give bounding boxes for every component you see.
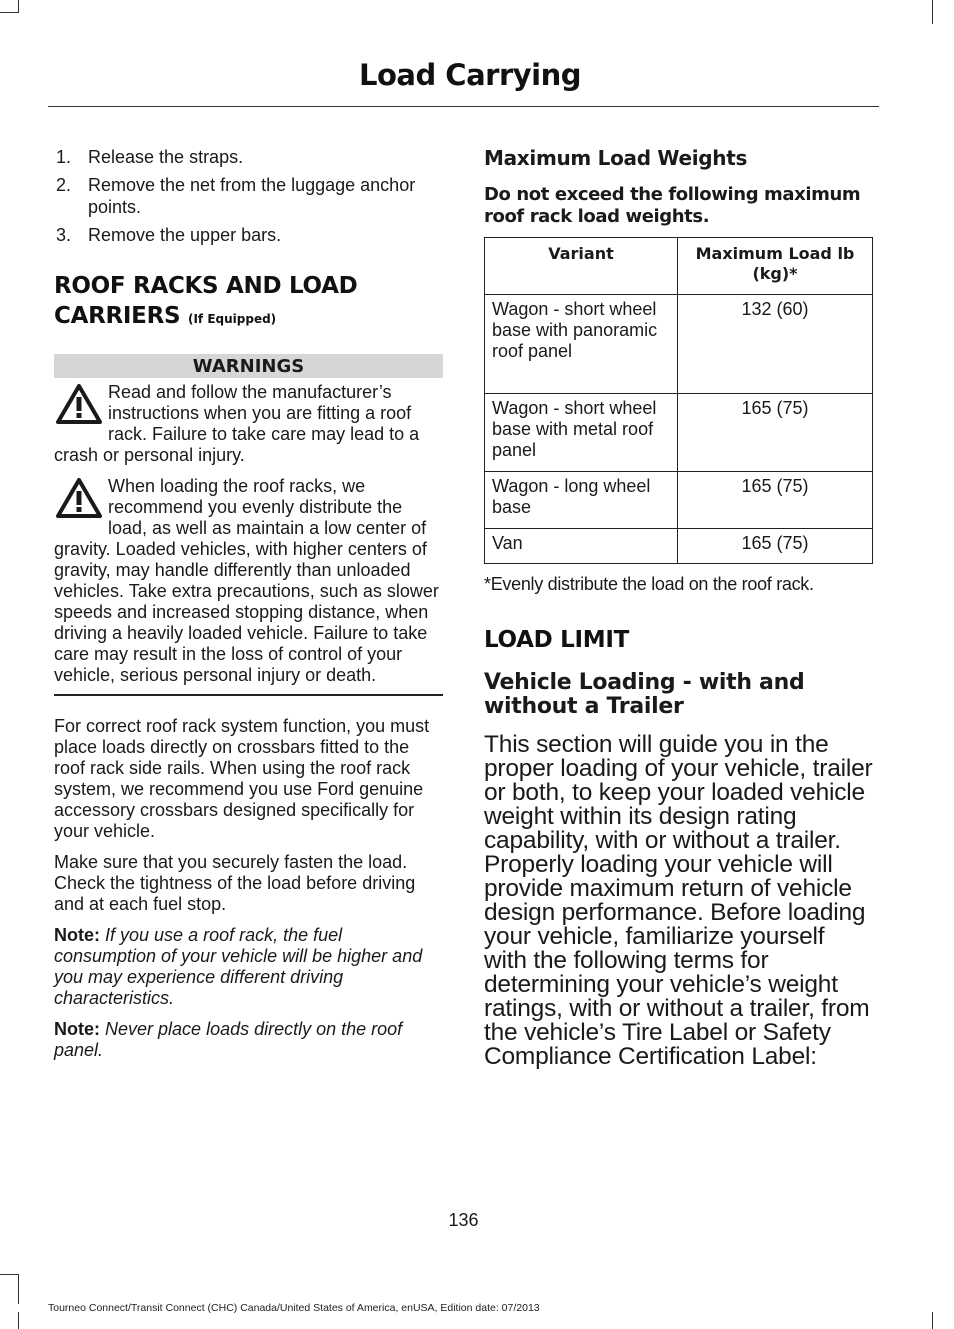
variant-cell: Wagon - short wheel base with metal roof panel xyxy=(485,394,678,472)
step-text: Remove the upper bars. xyxy=(88,225,282,245)
load-cell: 132 (60) xyxy=(678,295,873,394)
vehicle-loading-heading: Vehicle Loading - with and without a Trailer xyxy=(484,670,805,719)
step-text: Remove the net from the luggage anchor points. xyxy=(88,175,416,217)
note-text: Never place loads directly on the roof panel. xyxy=(54,1019,403,1060)
column-header-variant: Variant xyxy=(485,238,678,295)
warnings-box xyxy=(54,354,443,696)
crop-mark-bottom-right-v xyxy=(932,1312,933,1329)
load-limit-heading: LOAD LIMIT xyxy=(484,627,630,653)
step-number: 2. xyxy=(56,175,72,195)
warning-triangle-icon xyxy=(54,476,104,520)
note-roof-panel xyxy=(54,1019,443,1061)
warnings-end-rule xyxy=(54,694,443,696)
max-load-intro: Do not exceed the following maximum roof rack load weights. xyxy=(484,184,861,227)
note-text: If you use a roof rack, the fuel consumption of your vehicle will be higher and you may experience different driving characteristics. xyxy=(54,925,423,1008)
removal-steps-list xyxy=(54,146,443,246)
step-text: Release the straps. xyxy=(88,147,244,167)
table-row xyxy=(485,472,873,529)
table-row xyxy=(485,394,873,472)
load-cell: 165 (75) xyxy=(678,394,873,472)
table-header-row xyxy=(485,238,873,295)
crop-mark-bottom-left-h xyxy=(0,1274,19,1275)
right-column xyxy=(484,146,873,1069)
warning-text: When loading the roof racks, we recommend you evenly distribute the load, as well as maintain a low center of gravity. Loaded vehicles, with higher centers of gravity, may handle differently than unloaded vehicles. Take extra precautions, such as slower speeds and increased stopping distance, when driving a heavily loaded vehicle. Failure to take care may result in the loss of control of your vehicle, serious personal injury or death. xyxy=(54,476,439,685)
page-number: 136 xyxy=(448,1210,479,1230)
section-heading-line2: CARRIERS xyxy=(54,303,181,329)
crop-mark-top-left-v xyxy=(18,0,19,12)
warning-item xyxy=(54,382,443,466)
step-number: 1. xyxy=(56,147,72,167)
footer-edition-text: Tourneo Connect/Transit Connect (CHC) Canada/United States of America, enUSA, Edition date: 07/2013 xyxy=(48,1302,540,1314)
warning-text: Read and follow the manufacturer’s instructions when you are fitting a roof rack. Failure to take care may lead to a crash or personal injury. xyxy=(54,382,420,465)
crop-mark-bottom-left-v xyxy=(18,1274,19,1304)
table-row xyxy=(485,529,873,564)
step-number: 3. xyxy=(56,225,72,245)
section-heading-line1: ROOF RACKS AND LOAD xyxy=(54,273,358,299)
title-divider xyxy=(48,106,879,107)
crop-mark-top-right-v xyxy=(932,0,933,24)
column-header-max-load: Maximum Load lb (kg)* xyxy=(678,238,873,295)
note-label: Note: xyxy=(54,925,100,945)
load-cell: 165 (75) xyxy=(678,472,873,529)
warnings-label: WARNINGS xyxy=(54,354,443,378)
table-footnote: *Evenly distribute the load on the roof rack. xyxy=(484,574,814,594)
section-heading-roof-racks xyxy=(54,271,443,334)
note-fuel-consumption xyxy=(54,925,443,1009)
note-label: Note: xyxy=(54,1019,100,1039)
roof-rack-paragraph: For correct roof rack system function, you must place loads directly on crossbars fitted to the roof rack side rails. When using the roof rack system, we recommend you use Ford genuine accessory crossbars designed specifically for your vehicle. xyxy=(54,716,430,841)
crop-mark-top-left-h xyxy=(0,12,19,13)
max-load-table xyxy=(484,237,873,564)
table-row xyxy=(485,295,873,394)
variant-cell: Wagon - short wheel base with panoramic roof panel xyxy=(485,295,678,394)
list-item xyxy=(54,146,443,168)
list-item xyxy=(54,174,443,218)
left-column xyxy=(54,146,443,1071)
warning-item xyxy=(54,476,443,686)
max-load-heading: Maximum Load Weights xyxy=(484,146,748,170)
load-cell: 165 (75) xyxy=(678,529,873,564)
fasten-load-paragraph: Make sure that you securely fasten the load. Check the tightness of the load before driving and at each fuel stop. xyxy=(54,852,416,914)
variant-cell: Van xyxy=(485,529,678,564)
variant-cell: Wagon - long wheel base xyxy=(485,472,678,529)
list-item xyxy=(54,224,443,246)
page-title: Load Carrying xyxy=(358,58,582,92)
warning-triangle-icon xyxy=(54,382,104,426)
vehicle-loading-paragraph: This section will guide you in the proper loading of your vehicle, trailer or both, to keep your loaded vehicle weight within its design rating capability, with or without a trailer. Properly loading your vehicle will provide maximum return of vehicle design performance. Before loading your vehicle, familiarize yourself with the following terms for determining your vehicle’s weight ratings, with or without a trailer, from the vehicle’s Tire Label or Safety Compliance Certification Label: xyxy=(484,731,873,1070)
section-heading-suffix: (If Equipped) xyxy=(187,312,277,326)
crop-mark-bottom-left-v2 xyxy=(18,1312,19,1329)
